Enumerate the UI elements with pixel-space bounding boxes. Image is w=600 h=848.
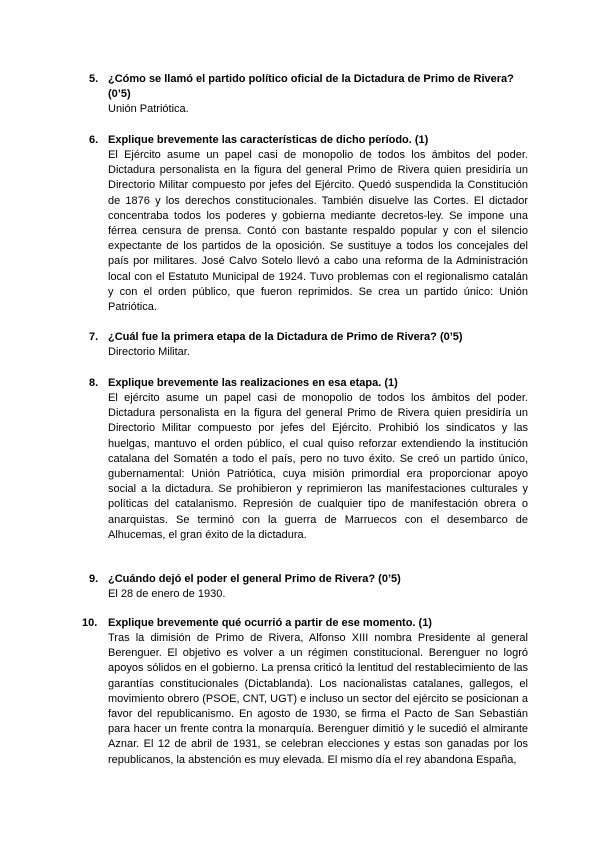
question-block-8 [91,376,528,543]
question-text: Explique brevemente las realizaciones en esa etapa. (1) [108,377,398,389]
answer-text: El 28 de enero de 1930. [108,588,226,600]
question-block-9 [91,572,528,602]
question-block-7 [91,330,528,360]
question-text: ¿Cuál fue la primera etapa de la Dictadura de Primo de Rivera? (0’5) [108,331,463,343]
answer-text: El ejército asume un papel casi de monopolio de todos los ámbitos del poder. Dictadura personalista en la figura del general Primo de Rivera quien presidiría un Directorio Militar compuesto por jefes del Ejército. Prohibió los sindicatos y las huelgas, mantuvo el orden público, el cual quiso reforzar extendiendo la institución catalana del Somatén a todo el país, pero no tuvo éxito. Se creó un partido único, gubernamental: Unión Patriótica, cuya misión primordial era proporcionar apoyo social a la dictadura. Se prohibieron y reprimieron las manifestaciones culturales y políticas del catalanismo. Represión de cualquier tipo de manifestación obrera o anarquistas. Se terminó con la guerra de Marruecos con el desembarco de Alhucemas, el gran éxito de la dictadura. [108,392,528,541]
question-number: 10. [82,617,98,629]
question-text: ¿Cómo se llamó el partido político oficial de la Dictadura de Primo de Rivera? (0’5) [108,73,514,100]
question-block-6 [91,133,528,315]
answer-text: Directorio Militar. [108,346,190,358]
question-text: ¿Cuándo dejó el poder el general Primo de Rivera? (0’5) [108,573,401,585]
question-block-5 [91,72,528,117]
question-number: 5. [89,73,99,85]
answer-text: Unión Patriótica. [108,103,189,115]
answer-text: El Ejército asume un papel casi de monopolio de todos los ámbitos del poder. Dictadura personalista en la figura del general Primo de Rivera quien presidiría un Directorio Militar compuesto por jefes del Ejército. Quedó suspendida la Constitución de 1876 y los derechos constitucionales. También disuelve las Cortes. El dictador concentraba todos los poderes y gobierna mediante decretos-ley. Se impone una férrea censura de prensa. Contó con bastante respaldo popular y con el silencio expectante de los partidos de la oposición. Se sustituye a todos los concejales del país por militares. José Calvo Sotelo llevó a cabo una reforma de la Administración local con el Estatuto Municipal de 1924. Tuvo problemas con el regionalismo catalán y con el orden público, que fueron reprimidos. Se crea un partido único: Unión Patriótica. [108,149,528,314]
question-number: 7. [89,331,99,343]
question-number: 9. [89,573,99,585]
question-number: 8. [89,377,99,389]
question-number: 6. [89,134,99,146]
answer-text: Tras la dimisión de Primo de Rivera, Alfonso XIII nombra Presidente al general Berenguer. El objetivo es volver a un régimen constitucional. Berenguer no logró apoyos sólidos en el gobierno. La prensa criticó la lentitud del restablecimiento de las garantías constitucionales (Dictablanda). Los nacionalistas catalanes, gallegos, el movimiento obrero (PSOE, CNT, UGT) e incluso un sector del ejército se posicionan a favor del republicanismo. En agosto de 1930, se firma el Pacto de San Sebastián para hacer un frente contra la monarquía. Berenguer dimitió y le sucedió el almirante Aznar. El 12 de abril de 1931, se celebran elecciones y estas son ganadas por los republicanos, la abstención es muy elevada. El mismo día el rey abandona España, [108,632,528,766]
question-text: Explique brevemente las características de dicho período. (1) [108,134,429,146]
question-block-10 [82,616,528,768]
question-text: Explique brevemente qué ocurrió a partir de ese momento. (1) [108,617,432,629]
